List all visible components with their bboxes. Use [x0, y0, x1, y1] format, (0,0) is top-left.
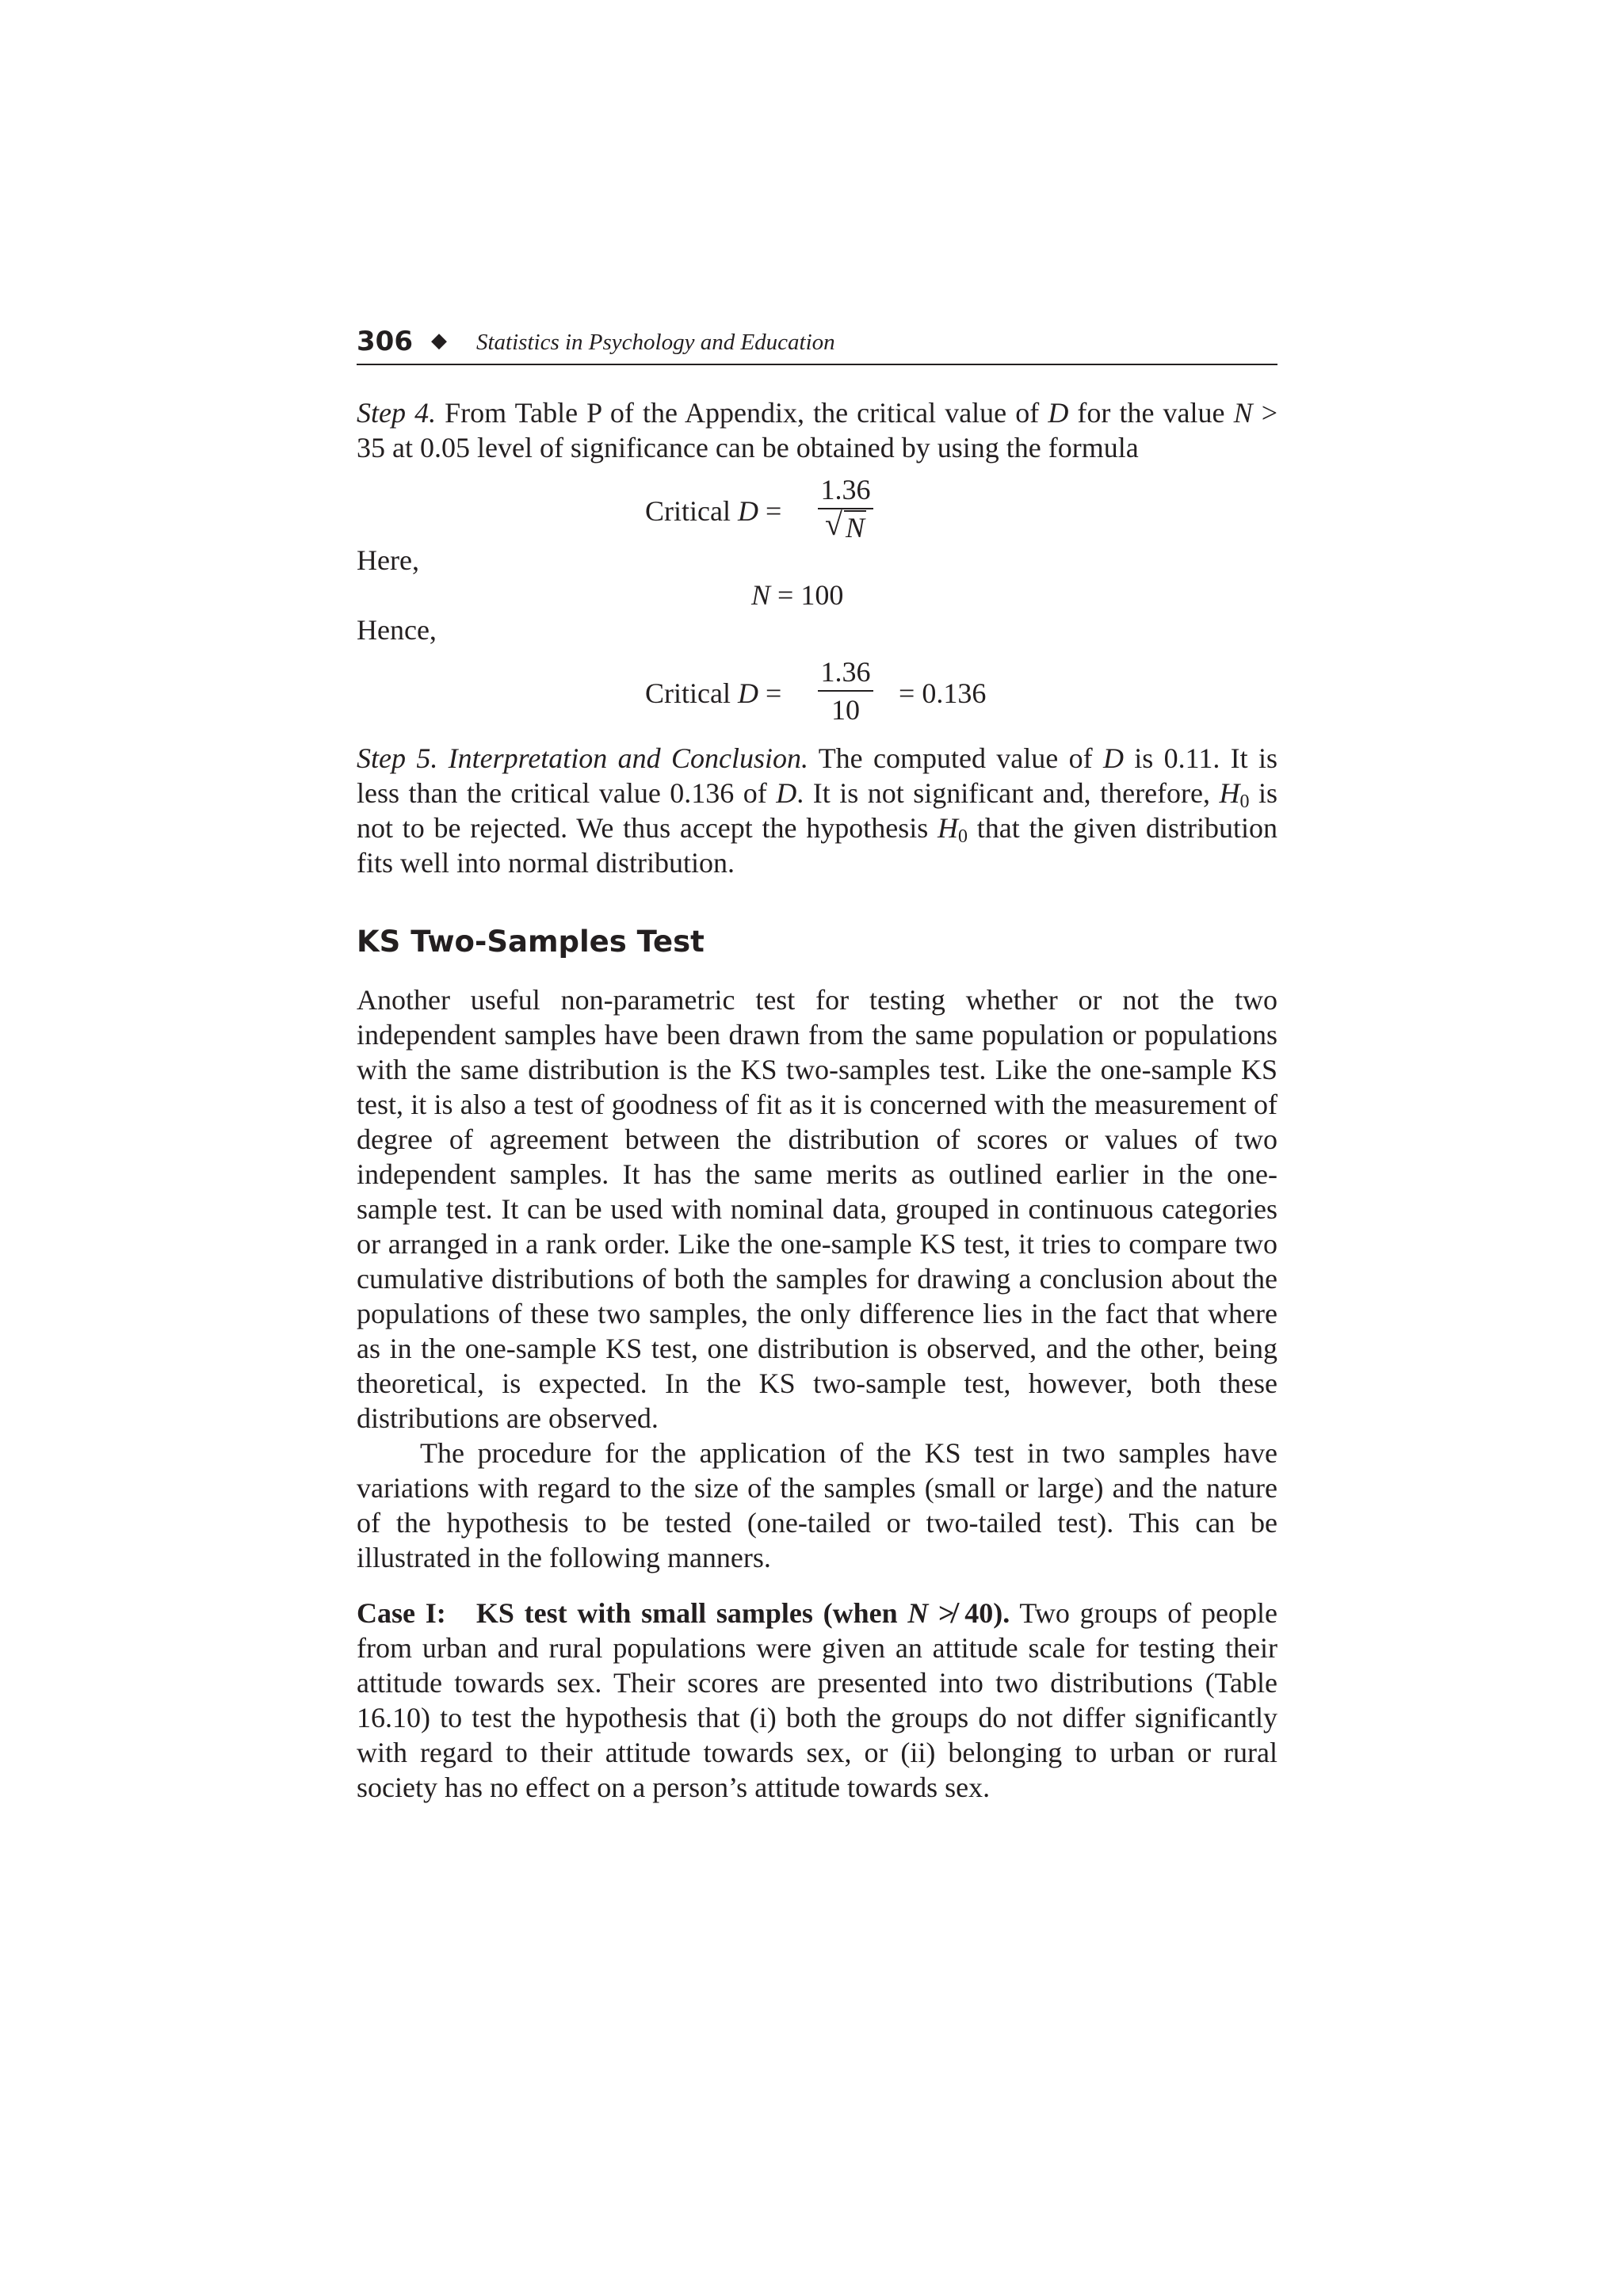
page-number: 306 [357, 326, 413, 357]
step5-paragraph: Step 5. Interpretation and Conclusion. The computed value of D is 0.11. It is less than the critical value 0.136 of D. It is not significant and, therefore, $H_0$ is not to be rejected. We thus accept the hypothesis $H_0$ that the given distribution fits well into normal distribution. [357, 742, 1278, 879]
hence-row: Hence, [357, 614, 437, 646]
book-page [357, 321, 1277, 1805]
running-title: Statistics in Psychology and Education [476, 330, 835, 355]
fraction: 1.36 √ N [818, 473, 873, 544]
formula-critical-d: Critical D = 1.36 √ N [357, 465, 1277, 543]
sqrt-symbol: √ N [824, 506, 865, 543]
diamond-icon: ◆ [431, 329, 447, 352]
case1-paragraph: Case I: KS test with small samples (when N ≯ 40). Two groups of people from urban and rural populations were given an attitude scale for testing their attitude towards sex. Their scores are presented into two distributions (Table 16.10) to test the hypothesis that (i) both the groups do not differ significantly with regard to their attitude towards sex, or (ii) belonging to urban or rural society has no effect on a person’s attitude towards sex. [357, 1597, 1277, 1803]
section-heading: KS Two-Samples Test [357, 925, 705, 959]
fraction: 1.36 10 [818, 655, 873, 727]
formula-critical-value: Critical D = 1.36 10 = 0.136 [645, 656, 987, 726]
running-header [357, 321, 1277, 365]
formula-n: N = 100 [751, 579, 844, 611]
body-paragraph: The procedure for the application of the KS test in two samples have variations with regard to the size of the samples (small or large) and the nature of the hypothesis to be tested (one-tailed or two-tailed test). This can be illustrated in the following manners. [357, 1437, 1277, 1573]
body-paragraph: Another useful non-parametric test for testing whether or not the two independent samples have been drawn from the same population or populations with the same distribution is the KS two-samples test. Like the one-sample KS test, it is also a test of goodness of fit as it is concerned with the measurement of degree of agreement between the distribution of scores or values of two independent samples. It has the same merits as outlined earlier in the one-sample test. It can be used with nominal data, grouped in continuous categories or arranged in a rank order. Like the one-sample KS test, it tries to compare two cumulative distributions of both the samples for drawing a conclusion about the populations of these two samples, the only difference lies in the fact that where as in the one-sample KS test, one distribution is observed, and the other, being theoretical, is expected. In the KS two-sample test, however, both these distributions are observed. [357, 984, 1277, 1434]
step4-paragraph: Step 4. From Table P of the Appendix, the critical value of D for the value N > 35 at 0.05 level of significance can be obtained by using the formula [357, 397, 1277, 463]
here-row: Here, [357, 544, 419, 576]
